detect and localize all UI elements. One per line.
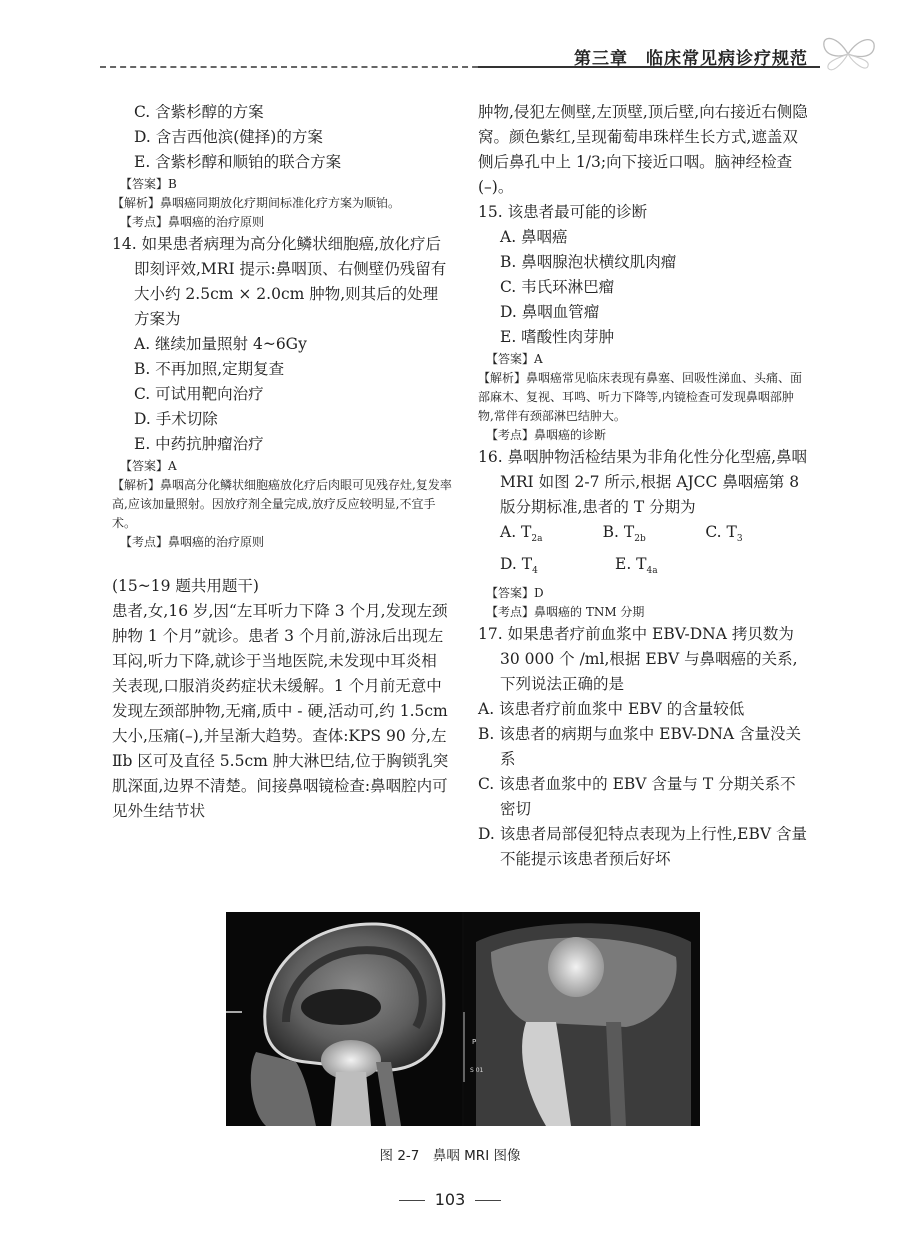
q13-option-e: E. 含紫杉醇和顺铂的联合方案	[134, 153, 342, 171]
q15-option-e: E. 嗜酸性肉芽肿	[500, 328, 615, 346]
q13-option-d: D. 含吉西他滨(健择)的方案	[134, 128, 323, 146]
q17-option-d: D. 该患者局部侵犯特点表现为上行性,EBV 含量不能提示该患者预后好坏	[478, 825, 807, 869]
butterfly-logo-icon	[818, 30, 878, 78]
case-text: 患者,女,16 岁,因“左耳听力下降 3 个月,发现左颈肿物 1 个月”就诊。患者 3 个月前,游泳后出现左耳闷,听力下降,就诊于当地医院,未发现中耳炎相关表现,口服消炎药症状未缓解。1 个月前无意中发现左颈部肿物,无痛,质中 - 硬,活动可,约 1.5cm 大小,压痛(–),并呈渐大趋势。查体:KPS 90 分,左Ⅱb 区可及直径 5.5cm 肿大淋巴结,位于胸锁乳突肌深面,边界不清楚。间接鼻咽镜检查:鼻咽腔内可见外生结节状	[112, 602, 449, 820]
q14-stem: 14. 如果患者病理为高分化鳞状细胞癌,放化疗后即刻评效,MRI 提示:鼻咽顶、右侧壁仍残留有大小约 2.5cm × 2.0cm 肿物,则其后的处理方案为	[112, 235, 447, 328]
case-header: (15~19 题共用题干)	[112, 577, 259, 595]
q15-option-d: D. 鼻咽血管瘤	[500, 303, 600, 321]
q13-answer: 【答案】B	[120, 177, 177, 191]
q14-option-a: A. 继续加量照射 4~6Gy	[134, 335, 307, 353]
mri-image-pair	[226, 912, 700, 1126]
q14-point: 【考点】鼻咽癌的治疗原则	[120, 535, 265, 549]
left-column	[112, 100, 452, 824]
q13-point: 【考点】鼻咽癌的治疗原则	[120, 215, 265, 229]
mri-figure	[226, 912, 700, 1126]
q16-answer: 【答案】D	[486, 586, 544, 601]
q16-stem: 16. 鼻咽肿物活检结果为非角化性分化型癌,鼻咽 MRI 如图 2-7 所示,根据 AJCC 鼻咽癌第 8 版分期标准,患者的 T 分期为	[478, 448, 808, 516]
q15-point: 【考点】鼻咽癌的诊断	[486, 428, 607, 442]
q13-analysis: 【解析】鼻咽癌同期放化疗期间标准化疗方案为顺铂。	[112, 196, 401, 210]
q16-option-c: C. $T_3$	[705, 523, 743, 545]
q15-option-a: A. 鼻咽癌	[500, 228, 568, 246]
q15-answer: 【答案】A	[486, 352, 543, 366]
q16-option-d: D. $T_4$	[500, 555, 538, 577]
q14-option-e: E. 中药抗肿瘤治疗	[134, 435, 264, 453]
running-head-chapter: 第三章 临床常见病诊疗规范	[574, 49, 808, 69]
right-column	[478, 100, 808, 872]
q16-option-a: A. $T_{2a}$	[500, 523, 543, 545]
q16-option-b: B. $T_{2b}$	[602, 523, 646, 545]
q17-stem: 17. 如果患者疗前血浆中 EBV-DNA 拷贝数为 30 000 个 /ml,根据 EBV 与鼻咽癌的关系,下列说法正确的是	[478, 625, 798, 694]
q17-option-b: B. 该患者的病期与血浆中 EBV-DNA 含量没关系	[478, 725, 801, 769]
q16-point: 【考点】鼻咽癌的 TNM 分期	[486, 605, 645, 620]
mri-marker-p: P	[472, 1038, 477, 1046]
figure-caption: 图 2-7 鼻咽 MRI 图像	[379, 1148, 521, 1164]
q17-option-a: A. 该患者疗前血浆中 EBV 的含量较低	[478, 700, 745, 719]
q16-option-e: E. $T_{4a}$	[615, 555, 658, 577]
q14-option-c: C. 可试用靶向治疗	[134, 385, 264, 403]
q15-option-b: B. 鼻咽腺泡状横纹肌肉瘤	[500, 253, 677, 271]
header-solid-rule	[478, 66, 820, 68]
page-number	[0, 1190, 900, 1209]
q17-option-c: C. 该患者血浆中的 EBV 含量与 T 分期关系不密切	[478, 775, 796, 819]
q15-analysis: 【解析】鼻咽癌常见临床表现有鼻塞、回吸性涕血、头痛、面部麻木、复视、耳鸣、听力下降等,内镜检查可发现鼻咽部肿物,常伴有颈部淋巴结肿大。	[478, 371, 803, 423]
mri-marker-s: S 01	[470, 1067, 484, 1074]
q15-stem: 15. 该患者最可能的诊断	[478, 203, 648, 221]
q16-options-row-2	[478, 552, 808, 584]
q14-analysis: 【解析】鼻咽高分化鳞状细胞癌放化疗后肉眼可见残存灶,复发率高,应该加量照射。因放疗剂全量完成,放疗反应较明显,不宜手术。	[112, 478, 452, 530]
q14-answer: 【答案】A	[120, 459, 177, 473]
case-text-continued: 肿物,侵犯左侧壁,左顶壁,顶后壁,向右接近右侧隐窝。颜色紫红,呈现葡萄串珠样生长方式,遮盖双侧后鼻孔中上 1/3;向下接近口咽。脑神经检查(–)。	[478, 103, 808, 196]
q14-option-b: B. 不再加照,定期复查	[134, 360, 285, 378]
q14-option-d: D. 手术切除	[134, 410, 218, 428]
q16-options-row-1	[478, 520, 808, 552]
page-number-text: 103	[434, 1190, 466, 1209]
q13-option-c: C. 含紫杉醇的方案	[134, 103, 264, 121]
q15-option-c: C. 韦氏环淋巴瘤	[500, 278, 615, 296]
